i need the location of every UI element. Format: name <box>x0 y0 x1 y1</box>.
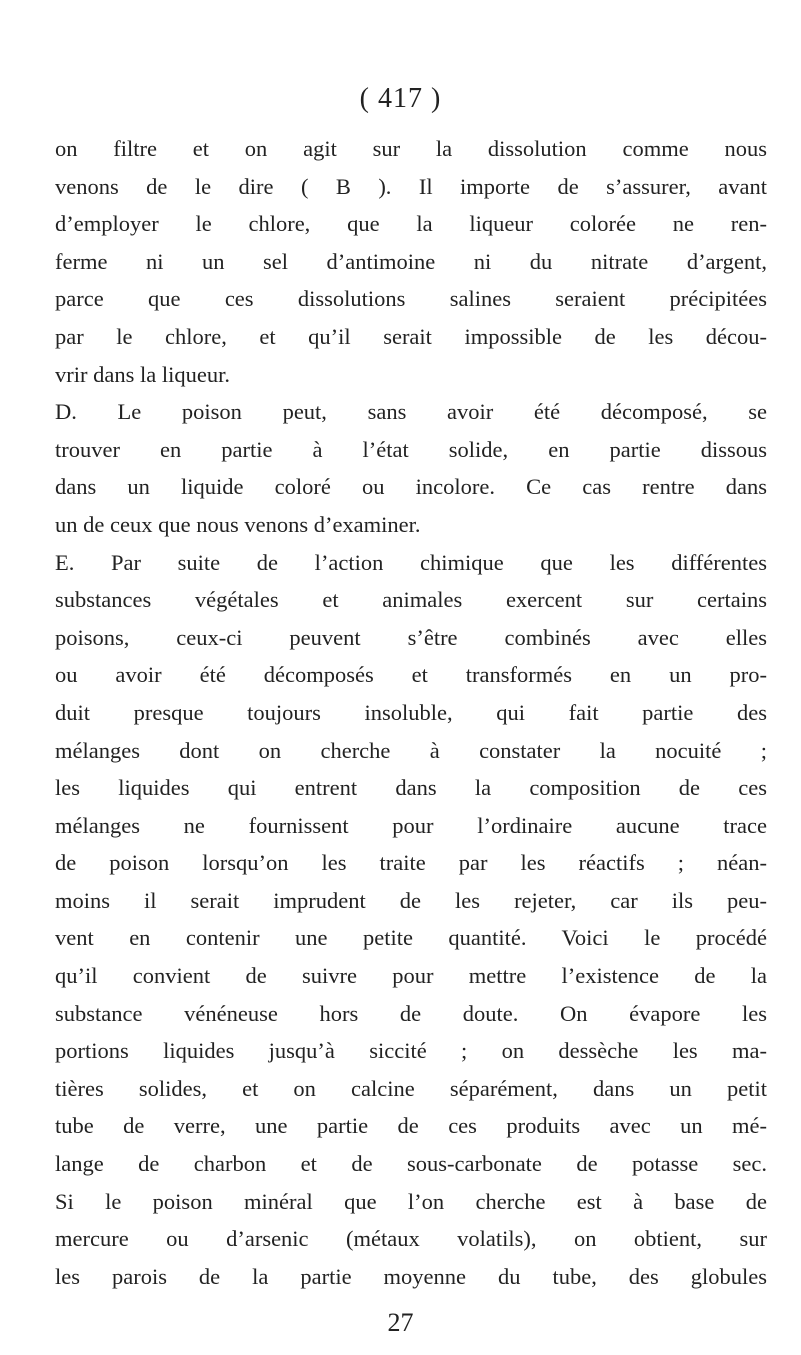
text-line: tube de verre, une partie de ces produits avec un mé- <box>55 1113 767 1139</box>
text-line: mélanges dont on cherche à constater la nocuité ; <box>55 737 767 763</box>
text-line: substance vénéneuse hors de doute. On évapore les <box>55 1000 767 1026</box>
text-line: duit presque toujours insoluble, qui fait partie des <box>55 699 767 725</box>
text-line: d’employer le chlore, que la liqueur colorée ne ren- <box>55 211 767 237</box>
text-line: mercure ou d’arsenic (métaux volatils), on obtient, sur <box>55 1226 767 1252</box>
text-line: qu’il convient de suivre pour mettre l’existence de la <box>55 963 767 989</box>
text-line: ou avoir été décomposés et transformés en un pro- <box>55 662 767 688</box>
text-line: les liquides qui entrent dans la composition de ces <box>55 775 767 801</box>
text-line: moins il serait imprudent de les rejeter, car ils peu- <box>55 887 767 913</box>
text-line: les parois de la partie moyenne du tube, des globules <box>55 1263 767 1289</box>
text-line: lange de charbon et de sous-carbonate de potasse sec. <box>55 1151 767 1177</box>
text-line: portions liquides jusqu’à siccité ; on dessèche les ma- <box>55 1038 767 1064</box>
text-line: vent en contenir une petite quantité. Voici le procédé <box>55 925 767 951</box>
body-text <box>55 130 767 1295</box>
text-line: dans un liquide coloré ou incolore. Ce cas rentre dans <box>55 474 767 500</box>
text-line: on filtre et on agit sur la dissolution comme nous <box>55 136 767 161</box>
text-line: de poison lorsqu’on les traite par les réactifs ; néan- <box>55 850 767 876</box>
text-line: poisons, ceux-ci peuvent s’être combinés avec elles <box>55 624 767 650</box>
text-line: D. Le poison peut, sans avoir été décomposé, se <box>55 399 767 425</box>
text-line: venons de le dire ( B ). Il importe de s’assurer, avant <box>55 173 767 199</box>
text-line: un de ceux que nous venons d’examiner. <box>55 511 421 537</box>
text-line: ferme ni un sel d’antimoine ni du nitrate d’argent, <box>55 248 767 274</box>
text-line: mélanges ne fournissent pour l’ordinaire aucune trace <box>55 812 767 838</box>
signature-mark: 27 <box>387 1308 414 1337</box>
text-line: Si le poison minéral que l’on cherche est à base de <box>55 1188 767 1214</box>
text-line: parce que ces dissolutions salines seraient précipitées <box>55 286 767 312</box>
text-line: vrir dans la liqueur. <box>55 361 230 387</box>
text-line: par le chlore, et qu’il serait impossible de les décou- <box>55 323 767 349</box>
text-line: trouver en partie à l’état solide, en partie dissous <box>55 436 767 462</box>
page-number: ( 417 ) <box>359 83 442 114</box>
text-line: tières solides, et on calcine séparément, dans un petit <box>55 1075 767 1101</box>
text-line: E. Par suite de l’action chimique que les différentes <box>55 549 767 575</box>
text-line: substances végétales et animales exercent sur certains <box>55 587 767 613</box>
